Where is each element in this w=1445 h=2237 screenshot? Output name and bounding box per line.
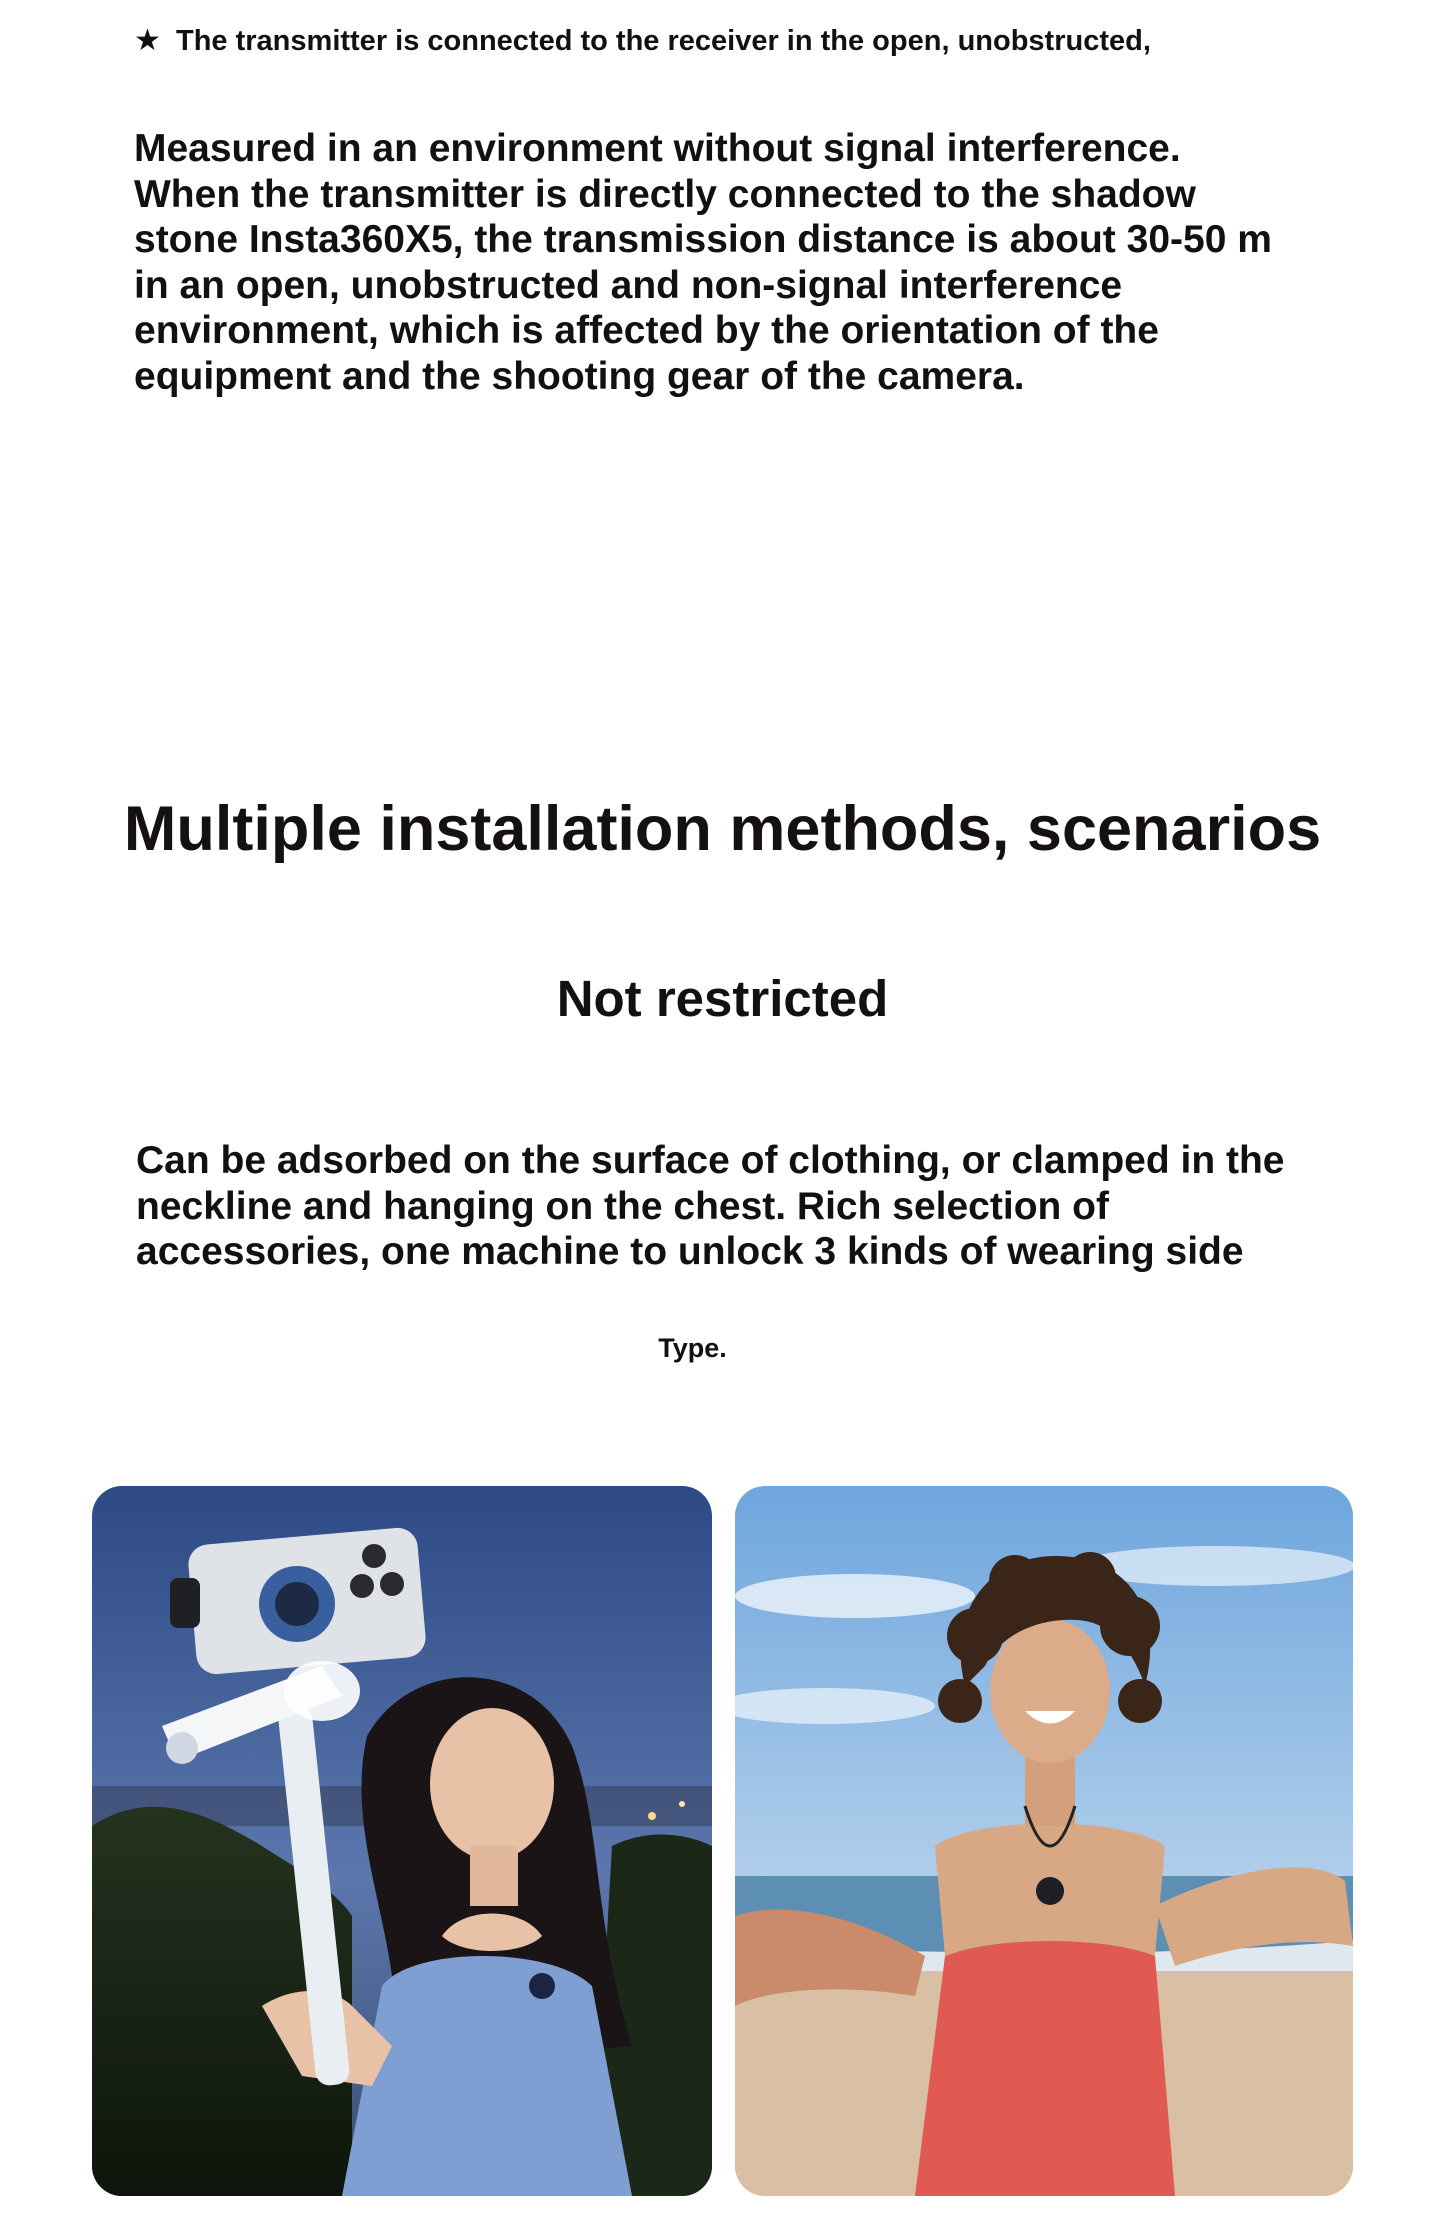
transmission-range-paragraph: Measured in an environment without signal interference. When the transmitter is directly connected to the shadow stone Insta360X5, the transmission distance is about 30-50 m in an open, unobstructed and non-signal interference environment, which is affected by the orientation of the equipment and the shooting gear of the camera. <box>134 127 1272 398</box>
footnote-text: The transmitter is connected to the receiver in the open, unobstructed, <box>176 25 1151 57</box>
section-subheadline: Not restricted <box>556 970 889 1027</box>
wearing-options-paragraph: Can be adsorbed on the surface of clothing, or clamped in the neckline and hanging on the chest. Rich selection of accessories, one machine to unlock 3 kinds of wearing side <box>136 1139 1285 1273</box>
footnote <box>134 18 1314 64</box>
section-headline: Multiple installation methods, scenarios <box>123 794 1322 864</box>
star-icon: ★ <box>134 24 161 57</box>
wearing-options-tail: Type. <box>658 1333 727 1363</box>
photo-woman-with-gimbal <box>92 1486 712 2196</box>
photo-woman-on-beach <box>735 1486 1353 2196</box>
